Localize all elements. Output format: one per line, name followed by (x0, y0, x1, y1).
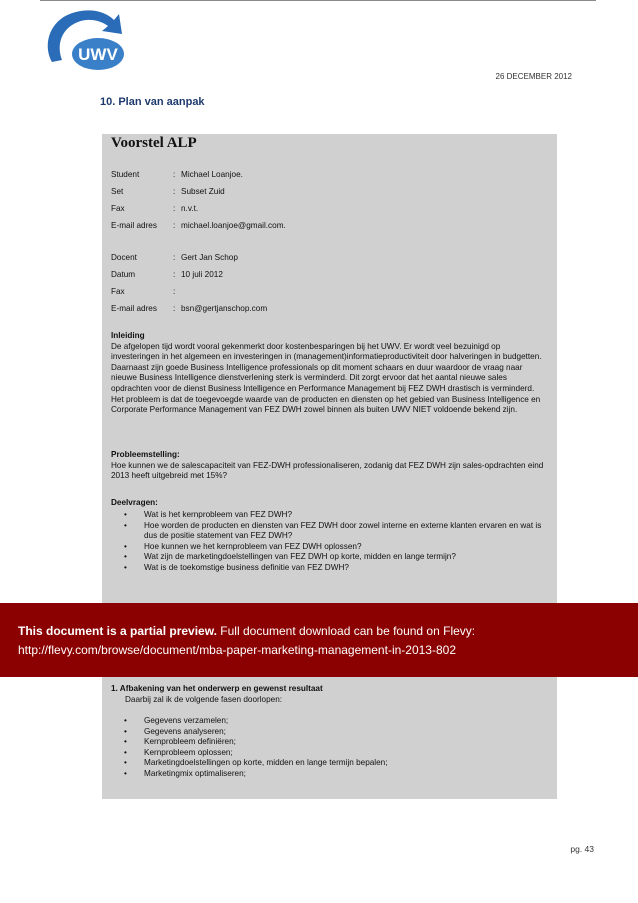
list-item: • Marketingmix optimaliseren; (122, 769, 542, 780)
field-value: Subset Zuid (181, 187, 225, 196)
inleiding-section (111, 331, 547, 416)
list-item: • Wat is het kernprobleem van FEZ DWH? (122, 510, 542, 521)
afbakening-intro: Daarbij zal ik de volgende fasen doorlopen: (125, 694, 283, 704)
field-key: E-mail adres (111, 221, 157, 230)
uwv-logo (40, 4, 130, 76)
scanned-proposal-image: Voorstel ALP Student : Michael Loanjoe. Set : Subset Zuid Fax : n.v.t. E-mail adres : michael.loanjoe@gmail.com. Docent : Gert Jan Schop Datum : 10 juli 2012 Fax : E-mail adres : bsn@gertjanschop.com Inleiding De afgelopen tijd wordt vooral gekenmerkt door kostenbesparingen bij het UWV. Er wordt veel bezuinigd op investeringen in het algemeen en investeringen in (management)informatieproductiviteit door halveringen in budgetten. Daarnaast zijn goede Business Intelligence professionals op dit moment schaars en duur waardoor de vraag naar nieuwe Business Intelligence dienstverlening sterk is verminderd. Dit zorgt ervoor dat het aantal nieuwe sales opdrachten voor de dienst Business Intelligence en Performance Management bij FEZ DWH drastisch is verminderd. Het probleem is dat de toegevoegde waarde van de producten en diensten op het gebied van Business Intelligence en Corporate Performance Management van FEZ DWH zowel binnen als buiten UWV NIET voldoende bekend zijn. Probleemstelling: Hoe kunnen we de salescapaciteit van FEZ-DWH professionaliseren, zodanig dat FEZ DWH zijn sales-opdrachten eind 2013 heeft uitgebreid met 15%? Deelvragen: • Wat is het kernprobleem van FEZ DWH? • Hoe worden de producten en diensten van FEZ DWH door zowel interne en externe klanten ervaren en wat is dus de positie statement van FEZ DWH? • Hoe kunnen we het kernprobleem van FEZ DWH oplossen? • Wat zijn de marketingdoelstellingen van FEZ DWH op korte, midden en lange termijn? • Wat is de toekomstige business definitie van FEZ DWH? 1. Afbakening van het onderwerp en gewenst resultaat Daarbij zal ik de volgende fasen doorlopen: • Gegevens verzamelen; • Gegevens analyseren; • Kernprobleem definiëren; • Kernprobleem oplossen; • Marketingdoelstellingen op korte, midden en lange termijn bepalen; • Marketingmix optimaliseren; (102, 134, 557, 799)
afbakening-section (111, 684, 547, 705)
page-number: pg. 43 (570, 844, 594, 854)
field-key: Datum (111, 270, 136, 279)
probleem-text: Hoe kunnen we de salescapaciteit van FEZ-DWH professionaliseren, zodanig dat FEZ DWH zijn sales-opdrachten eind 2013 heeft uitgebreid met 15%? (111, 460, 544, 481)
section-title: 10. Plan van aanpak (100, 96, 205, 108)
afbakening-heading: 1. Afbakening van het onderwerp en gewenst resultaat (111, 684, 323, 693)
header-date: 26 DECEMBER 2012 (495, 72, 572, 81)
field-value: n.v.t. (181, 204, 199, 213)
probleem-heading: Probleemstelling: (111, 450, 180, 459)
list-item: • Wat zijn de marketingdoelstellingen van FEZ DWH op korte, midden en lange termijn? (122, 552, 542, 563)
field-value: bsn@gertjanschop.com (181, 304, 268, 313)
banner-lead: This document is a partial preview. (18, 624, 217, 638)
banner-text: Full document download can be found on Flevy: (220, 624, 476, 638)
fasen-list (122, 716, 542, 780)
field-key: Student (111, 170, 140, 179)
field-value: Michael Loanjoe. (181, 170, 243, 179)
field-key: Docent (111, 253, 137, 262)
deelvragen-list (122, 510, 542, 574)
field-value: michael.loanjoe@gmail.com. (181, 221, 286, 230)
preview-banner (0, 603, 638, 677)
probleem-section (111, 450, 547, 482)
inleiding-text: De afgelopen tijd wordt vooral gekenmerkt door kostenbesparingen bij het UWV. Er wordt veel bezuinigd op investeringen in het algemeen en investeringen in (management)informatieproductiviteit door halveringen in budgetten. Daarnaast zijn goede Business Intelligence professionals op dit moment schaars en duur waardoor de vraag naar nieuwe Business Intelligence dienstverlening sterk is verminderd. Dit zorgt ervoor dat het aantal nieuwe sales opdrachten voor de dienst Business Intelligence en Performance Management bij FEZ DWH drastisch is verminderd. Het probleem is dat de toegevoegde waarde van de producten en diensten op het gebied van Business Intelligence en Corporate Performance Management van FEZ DWH zowel binnen als buiten UWV NIET voldoende bekend zijn. (111, 341, 542, 415)
list-item: • Hoe kunnen we het kernprobleem van FEZ DWH oplossen? (122, 542, 542, 553)
field-key: Set (111, 187, 124, 196)
field-key: Fax (111, 204, 125, 213)
deelvragen-heading: Deelvragen: (111, 498, 158, 507)
list-item: • Wat is de toekomstige business definitie van FEZ DWH? (122, 563, 542, 574)
logo-text: UWV (78, 45, 118, 64)
list-item: • Kernprobleem oplossen; (122, 748, 542, 759)
list-item: • Marketingdoelstellingen op korte, midden en lange termijn bepalen; (122, 758, 542, 769)
field-key: Fax (111, 287, 125, 296)
top-rule (40, 0, 596, 1)
inleiding-heading: Inleiding (111, 331, 145, 340)
list-item: • Gegevens verzamelen; (122, 716, 542, 727)
flevy-download-link[interactable]: http://flevy.com/browse/document/mba-paper-marketing-management-in-2013-802 (18, 643, 456, 657)
list-item: • Kernprobleem definiëren; (122, 737, 542, 748)
list-item: • Hoe worden de producten en diensten van FEZ DWH door zowel interne en externe klanten ervaren en wat is dus de positie statement van FEZ DWH? (122, 521, 542, 542)
proposal-title: Voorstel ALP (111, 135, 197, 151)
field-value: Gert Jan Schop (181, 253, 238, 262)
list-item: • Gegevens analyseren; (122, 727, 542, 738)
field-key: E-mail adres (111, 304, 157, 313)
field-value: 10 juli 2012 (181, 270, 223, 279)
